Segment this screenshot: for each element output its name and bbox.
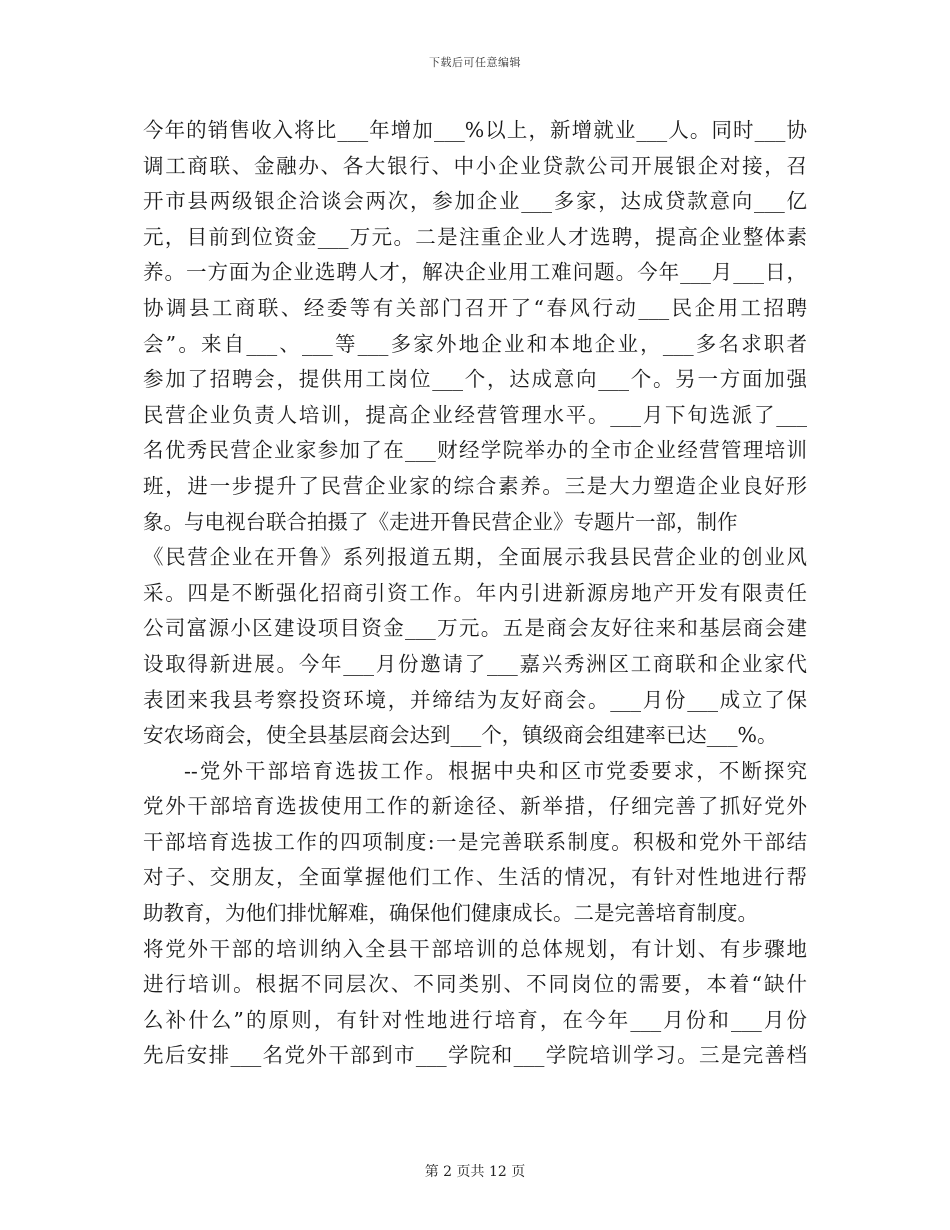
paragraph-line: 班，进一步提升了民营企业家的综合素养。三是大力塑造企业良好形	[143, 473, 807, 498]
paragraph-line: 助教育，为他们排忧解难，确保他们健康成长。二是完善培育制度。	[143, 901, 758, 926]
page-number: 第 2 页共 12 页	[424, 1164, 526, 1180]
paragraph-line: 今年的销售收入将比___年增加___%以上，新增就业___人。同时___协	[143, 118, 807, 142]
paragraph-line: 将党外干部的培训纳入全县干部培训的总体规划，有计划、有步骤地	[143, 936, 807, 961]
paragraph-line: 开市县两级银企洽谈会两次，参加企业___多家，达成贷款意向___亿	[143, 189, 807, 214]
paragraph-line: 采。四是不断强化招商引资工作。年内引进新源房地产开发有限责任	[143, 580, 807, 605]
paragraph-line: 会”。来自___、___等___多家外地企业和本地企业，___多名求职者	[143, 331, 807, 356]
paragraph-line: 么补什么”的原则，有针对性地进行培育，在今年___月份和___月份	[143, 1007, 807, 1032]
paragraph-line: 先后安排___名党外干部到市___学院和___学院培训学习。三是完善档	[143, 1043, 807, 1068]
paragraph-line: 养。一方面为企业选聘人才，解决企业用工难问题。今年___月___日，	[143, 260, 807, 285]
document-body	[143, 113, 807, 1074]
paragraph-line: 《民营企业在开鲁》系列报道五期，全面展示我县民营企业的创业风	[143, 545, 807, 570]
paragraph-line: 设取得新进展。今年___月份邀请了___嘉兴秀洲区工商联和企业家代	[143, 651, 807, 676]
paragraph-line: 对子、交朋友，全面掌握他们工作、生活的情况，有针对性地进行帮	[143, 865, 807, 890]
paragraph-line: 进行培训。根据不同层次、不同类别、不同岗位的需要，本着“缺什	[143, 972, 807, 997]
paragraph-line: 安农场商会，使全县基层商会达到___个，镇级商会组建率已达___%。	[143, 723, 778, 748]
paragraph-line: 名优秀民营企业家参加了在___财经学院举办的全市企业经营管理培训	[143, 438, 807, 463]
paragraph-line: --党外干部培育选拔工作。根据中央和区市党委要求，不断探究	[184, 758, 807, 783]
paragraph-line: 调工商联、金融办、各大银行、中小企业贷款公司开展银企对接，召	[143, 153, 807, 178]
paragraph-line: 干部培育选拔工作的四项制度:一是完善联系制度。积极和党外干部结	[143, 829, 807, 854]
paragraph-line: 元，目前到位资金___万元。二是注重企业人才选聘，提高企业整体素	[143, 224, 807, 249]
page-header: 下载后可任意编辑	[429, 56, 521, 69]
paragraph-line: 参加了招聘会，提供用工岗位___个，达成意向___个。另一方面加强	[143, 367, 807, 392]
paragraph-line: 表团来我县考察投资环境，并缔结为友好商会。___月份___成立了保	[143, 687, 807, 712]
paragraph-line: 公司富源小区建设项目资金___万元。五是商会友好往来和基层商会建	[143, 616, 807, 641]
paragraph-line: 民营企业负责人培训，提高企业经营管理水平。___月下旬选派了___	[143, 402, 807, 427]
paragraph-line: 党外干部培育选拔使用工作的新途径、新举措，仔细完善了抓好党外	[143, 794, 807, 819]
paragraph-line: 象。与电视台联合拍摄了《走进开鲁民营企业》专题片一部，制作	[143, 509, 738, 534]
paragraph-line: 协调县工商联、经委等有关部门召开了“春风行动___民企用工招聘	[143, 295, 807, 320]
